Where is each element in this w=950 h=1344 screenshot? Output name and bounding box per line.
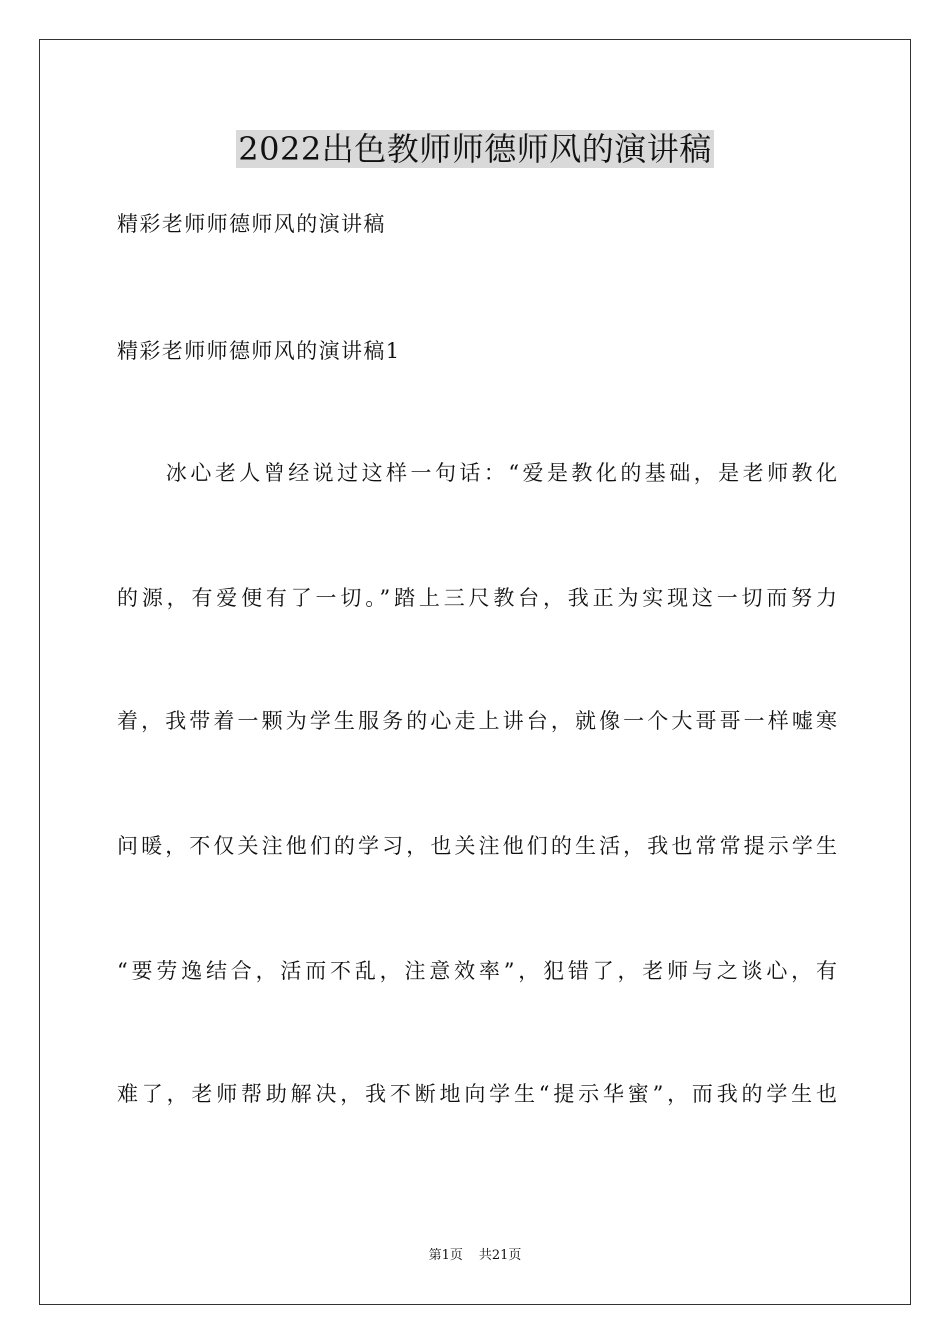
body-line: 着，我带着一颗为学生服务的心走上讲台，就像一个大哥哥一样嘘寒 (117, 709, 837, 733)
document-title-text: 2022出色教师师德师风的演讲稿 (238, 130, 712, 168)
subtitle: 精彩老师师德师风的演讲稿 (117, 212, 386, 236)
body-line: “要劳逸结合，活而不乱，注意效率”，犯错了，老师与之谈心，有 (117, 959, 837, 983)
page-total: 共21页 (478, 1248, 522, 1263)
document-title (0, 127, 950, 171)
page-footer (0, 1246, 950, 1266)
body-line: 冰心老人曾经说过这样一句话：“爱是教化的基础，是老师教化 (117, 461, 837, 485)
body-line: 的源，有爱便有了一切。”踏上三尺教台，我正为实现这一切而努力 (117, 586, 837, 610)
body-line: 问暖，不仅关注他们的学习，也关注他们的生活，我也常常提示学生 (117, 834, 837, 858)
body-line: 难了，老师帮助解决，我不断地向学生“提示华蜜”，而我的学生也 (117, 1082, 837, 1106)
section-heading: 精彩老师师德师风的演讲稿1 (117, 339, 401, 363)
page-number: 第1页 (428, 1248, 463, 1263)
